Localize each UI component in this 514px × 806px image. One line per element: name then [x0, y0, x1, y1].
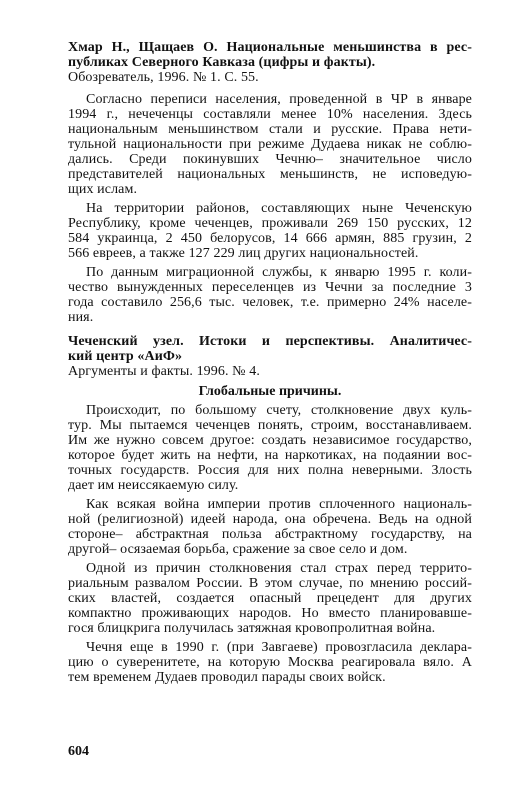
- paragraph: [68, 640, 472, 685]
- text-line: компактно проживающих народов. Но вместо планировавше-: [68, 606, 472, 621]
- text-line: Согласно переписи населения, проведенной в ЧР в январе: [86, 92, 472, 107]
- source-heading: [68, 334, 472, 364]
- text-line: Республику, кроме чеченцев, проживали 269 150 русских, 12: [68, 216, 472, 231]
- source-heading-line: Хмар Н., Щащаев О. Национальные меньшинства в рес-: [68, 40, 472, 55]
- paragraph: [68, 92, 472, 197]
- paragraph: [68, 265, 472, 325]
- text-line: Одной из причин столкновения стал страх перед террито-: [86, 561, 472, 576]
- text-line: ния.: [68, 310, 94, 325]
- text-line: другой– осязаемая борьба, сражение за свое село и дом.: [68, 542, 408, 557]
- source-excerpt: [68, 334, 472, 685]
- text-line: 584 украинца, 2 450 белорусов, 14 666 армян, 885 грузин, 2: [68, 231, 472, 246]
- text-line: Как всякая война империи против сплоченного националь-: [86, 497, 472, 512]
- text-line: Им же нужно совсем другое: создать независимое государство,: [68, 433, 472, 448]
- source-citation: Обозреватель, 1996. № 1. С. 55.: [68, 70, 259, 85]
- paragraph: [68, 561, 472, 636]
- text-line: дались. Среди покинувших Чечню– значительное число: [68, 152, 472, 167]
- text-line: 566 евреев, а также 127 229 лиц других национальностей.: [68, 246, 419, 261]
- source-citation: Аргументы и факты. 1996. № 4.: [68, 364, 260, 379]
- text-line: дает им неиссякаемую силу.: [68, 478, 239, 493]
- text-line: которое будет жить на нефти, на наркотиках, на подаянии вос-: [68, 448, 472, 463]
- text-line: риальным развалом России. В этом случае, по мнению россий-: [68, 576, 472, 591]
- text-line: тульной национальности при режиме Дудаева никак не соблю-: [68, 137, 472, 152]
- page-number: 604: [68, 744, 89, 759]
- text-line: года составило 256,6 тыс. человек, т.е. примерно 24% населе-: [68, 295, 472, 310]
- source-heading-line: публиках Северного Кавказа (цифры и факты).: [68, 55, 376, 70]
- source-heading: [68, 40, 472, 70]
- text-line: чество вынужденных переселенцев из Чечни за последние 3: [68, 280, 472, 295]
- text-line: тур. Мы пытаемся чеченцев понять, строим, восстанавливаем.: [68, 418, 472, 433]
- text-line: точных государств. Россия для них полна неверными. Злость: [68, 463, 472, 478]
- text-line: щих ислам.: [68, 182, 138, 197]
- paragraph: [68, 201, 472, 261]
- text-line: На территории районов, составляющих ныне Чеченскую: [86, 201, 472, 216]
- page-content: [68, 40, 472, 685]
- text-line: национальным меньшинством стали и русские. Права нети-: [68, 122, 472, 137]
- text-line: По данным миграционной службы, к январю 1995 г. коли-: [86, 265, 472, 280]
- source-heading-line: кий центр «АиФ»: [68, 349, 183, 364]
- text-line: Чечня еще в 1990 г. (при Завгаеве) провозгласила деклара-: [86, 640, 472, 655]
- text-line: цию о суверенитете, на которую Москва реагировала вяло. А: [68, 655, 472, 670]
- text-line: ских властей, создается опасный прецедент для других: [68, 591, 472, 606]
- source-excerpt: [68, 40, 472, 325]
- text-line: гося блицкрига получилась затяжная кровопролитная война.: [68, 621, 436, 636]
- source-heading-line: Чеченский узел. Истоки и перспективы. Аналитичес-: [68, 334, 472, 349]
- text-line: ной (религиозной) идеей народа, она обречена. Ведь на одной: [68, 512, 472, 527]
- text-line: стороне– абстрактная польза абстрактному государству, на: [68, 527, 472, 542]
- text-line: тем временем Дудаев проводил парады своих войск.: [68, 670, 386, 685]
- text-line: представителей национальных меньшинств, не исповедую-: [68, 167, 472, 182]
- paragraph: [68, 497, 472, 557]
- section-title: Глобальные причины.: [198, 384, 342, 399]
- text-line: 1994 г., нечеченцы составляли менее 10% населения. Здесь: [68, 107, 472, 122]
- text-line: Происходит, по большому счету, столкновение двух куль-: [86, 403, 472, 418]
- paragraph: [68, 403, 472, 493]
